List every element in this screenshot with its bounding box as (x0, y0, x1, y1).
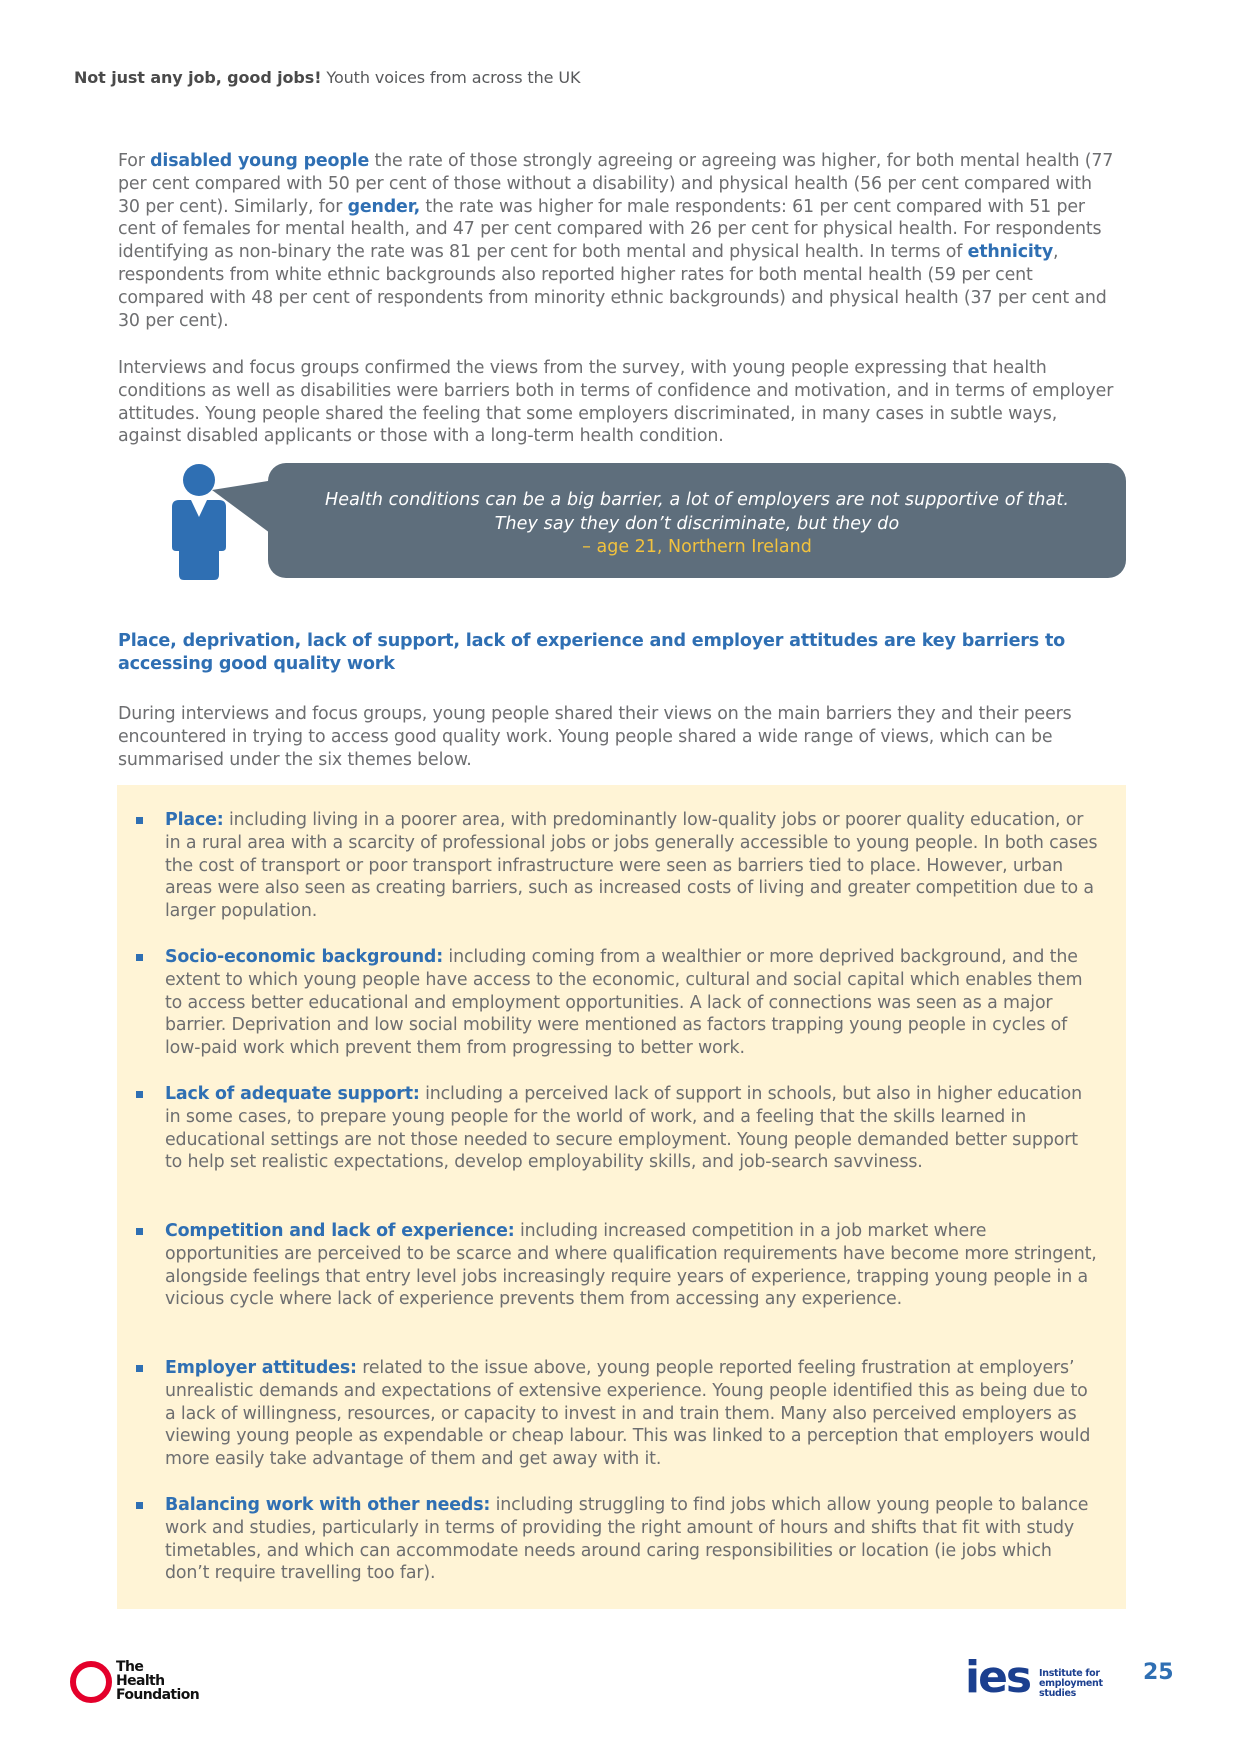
text-run: the rate of those strongly agreeing or agreeing was higher, for both mental health (77 per cent compared with 50 per cent of those without a disability) and physical health (56 per cent compared with 30 per cent). Similarly, for (118, 151, 1114, 217)
theme-item-employer-attitudes (165, 1357, 1100, 1471)
theme-text: related to the issue above, young people reported feeling frustration at employers’ unrealistic demands and expectations of extensive experience. Young people identified this as being due to a lack of willingness, resources, or capacity to invest in and train them. Many also perceived employers as viewing young people as expendable or cheap labour. This was linked to a perception that employers would more easily take advantage of them and get away with it. (165, 1358, 1091, 1470)
quote-line-1: Health conditions can be a big barrier, a lot of employers are not supportive of that. (324, 490, 1070, 510)
text-run: For (118, 151, 151, 171)
theme-item-competition (165, 1220, 1100, 1311)
theme-item-place (165, 809, 1100, 923)
bullet-icon (136, 1091, 143, 1098)
running-header (74, 68, 580, 87)
page-number: 25 (1143, 1660, 1174, 1685)
theme-title: Socio-economic background: (165, 947, 444, 967)
circle-logo-icon (70, 1661, 112, 1703)
keyword-gender: gender, (347, 196, 421, 217)
theme-item-support (165, 1083, 1100, 1174)
theme-title: Balancing work with other needs: (165, 1495, 491, 1515)
theme-text: including coming from a wealthier or more deprived background, and the extent to which young people have access to the economic, cultural and social capital which enables them to access better educational and employment opportunities. A lack of connections was seen as a major barrier. Deprivation and low social mobility were mentioned as factors trapping young people in cycles of low-paid work which prevent them from progressing to better work. (165, 947, 1083, 1059)
health-foundation-logo (70, 1660, 220, 1710)
report-title: Not just any job, good jobs! (74, 68, 322, 87)
bullet-icon (136, 1502, 143, 1509)
ies-description: Institute for employment studies (1039, 1668, 1103, 1699)
text-run: , respondents from white ethnic backgrounds also reported higher rates for both mental health (59 per cent compared with 48 per cent of respondents from minority ethnic backgrounds) and physical health (37 per cent and 30 per cent). (118, 242, 1107, 331)
paragraph-disability-gender-ethnicity (118, 150, 1118, 332)
theme-item-balancing-work (165, 1494, 1100, 1585)
report-subtitle: Youth voices from across the UK (321, 68, 581, 87)
themes-box (117, 785, 1126, 1609)
quote-line-2: They say they don’t discriminate, but they do (494, 513, 900, 534)
quote-bubble (268, 463, 1126, 578)
keyword-ethnicity: ethnicity (967, 242, 1054, 263)
theme-item-socio-economic (165, 946, 1100, 1060)
bullet-icon (136, 817, 143, 824)
theme-text: including living in a poorer area, with predominantly low-quality jobs or poorer quality education, or in a rural area with a scarcity of professional jobs or jobs generally accessible to young people. In both cases the cost of transport or poor transport infrastructure were seen as barriers tied to place. However, urban areas were also seen as creating barriers, such as increased costs of living and greater competition due to a larger population. (165, 810, 1098, 922)
section-heading: Place, deprivation, lack of support, lack of experience and employer attitudes are key barriers to accessing good quality work (118, 631, 1066, 674)
theme-title: Competition and lack of experience: (165, 1221, 515, 1241)
theme-text: including struggling to find jobs which allow young people to balance work and studies, particularly in terms of providing the right amount of hours and shifts that fit with study timetables, and which can accommodate needs around caring responsibilities or location (ie jobs which don’t require travelling too far). (165, 1495, 1089, 1584)
theme-title: Employer attitudes: (165, 1358, 357, 1378)
paragraph-interviews: Interviews and focus groups confirmed the views from the survey, with young people expressing that health conditions as well as disabilities were barriers both in terms of confidence and motivation, and in terms of employer attitudes. Young people shared the feeling that some employers discriminated, in many cases in subtle ways, against disabled applicants or those with a long-term health condition. (118, 358, 1114, 447)
theme-text: including increased competition in a job market where opportunities are perceived to be scarce and where qualification requirements have become more stringent, alongside feelings that entry level jobs increasingly require years of experience, trapping young people in a vicious cycle where lack of experience prevents them from accessing any experience. (165, 1221, 1097, 1310)
bullet-icon (136, 1365, 143, 1372)
speech-bubble-tail (212, 478, 274, 538)
bullet-icon (136, 1228, 143, 1235)
keyword-disabled-young-people: disabled young people (150, 151, 370, 171)
theme-title: Lack of adequate support: (165, 1084, 420, 1104)
health-foundation-wordmark: The Health Foundation (116, 1659, 200, 1703)
paragraph-themes-intro: During interviews and focus groups, young people shared their views on the main barriers they and their peers encountered in trying to access good quality work. Young people shared a wide range of views, which can be summarised under the six themes below. (118, 704, 1072, 770)
bullet-icon (136, 954, 143, 961)
theme-text: including a perceived lack of support in schools, but also in higher education in some cases, to prepare young people for the world of work, and a feeling that the skills learned in educational settings are not those needed to secure employment. Young people demanded better support to help set realistic expectations, develop employability skills, and job-search savviness. (165, 1084, 1083, 1173)
ies-logo (965, 1652, 1105, 1710)
text-run: the rate was higher for male respondents: 61 per cent compared with 51 per cent of females for mental health, and 47 per cent compared with 26 per cent for physical health. For respondents identifying as non-binary the rate was 81 per cent for both mental and physical health. In terms of (118, 196, 1102, 263)
theme-title: Place: (165, 810, 224, 830)
ies-wordmark: ies (965, 1652, 1031, 1703)
quote-attribution: – age 21, Northern Ireland (582, 537, 812, 557)
